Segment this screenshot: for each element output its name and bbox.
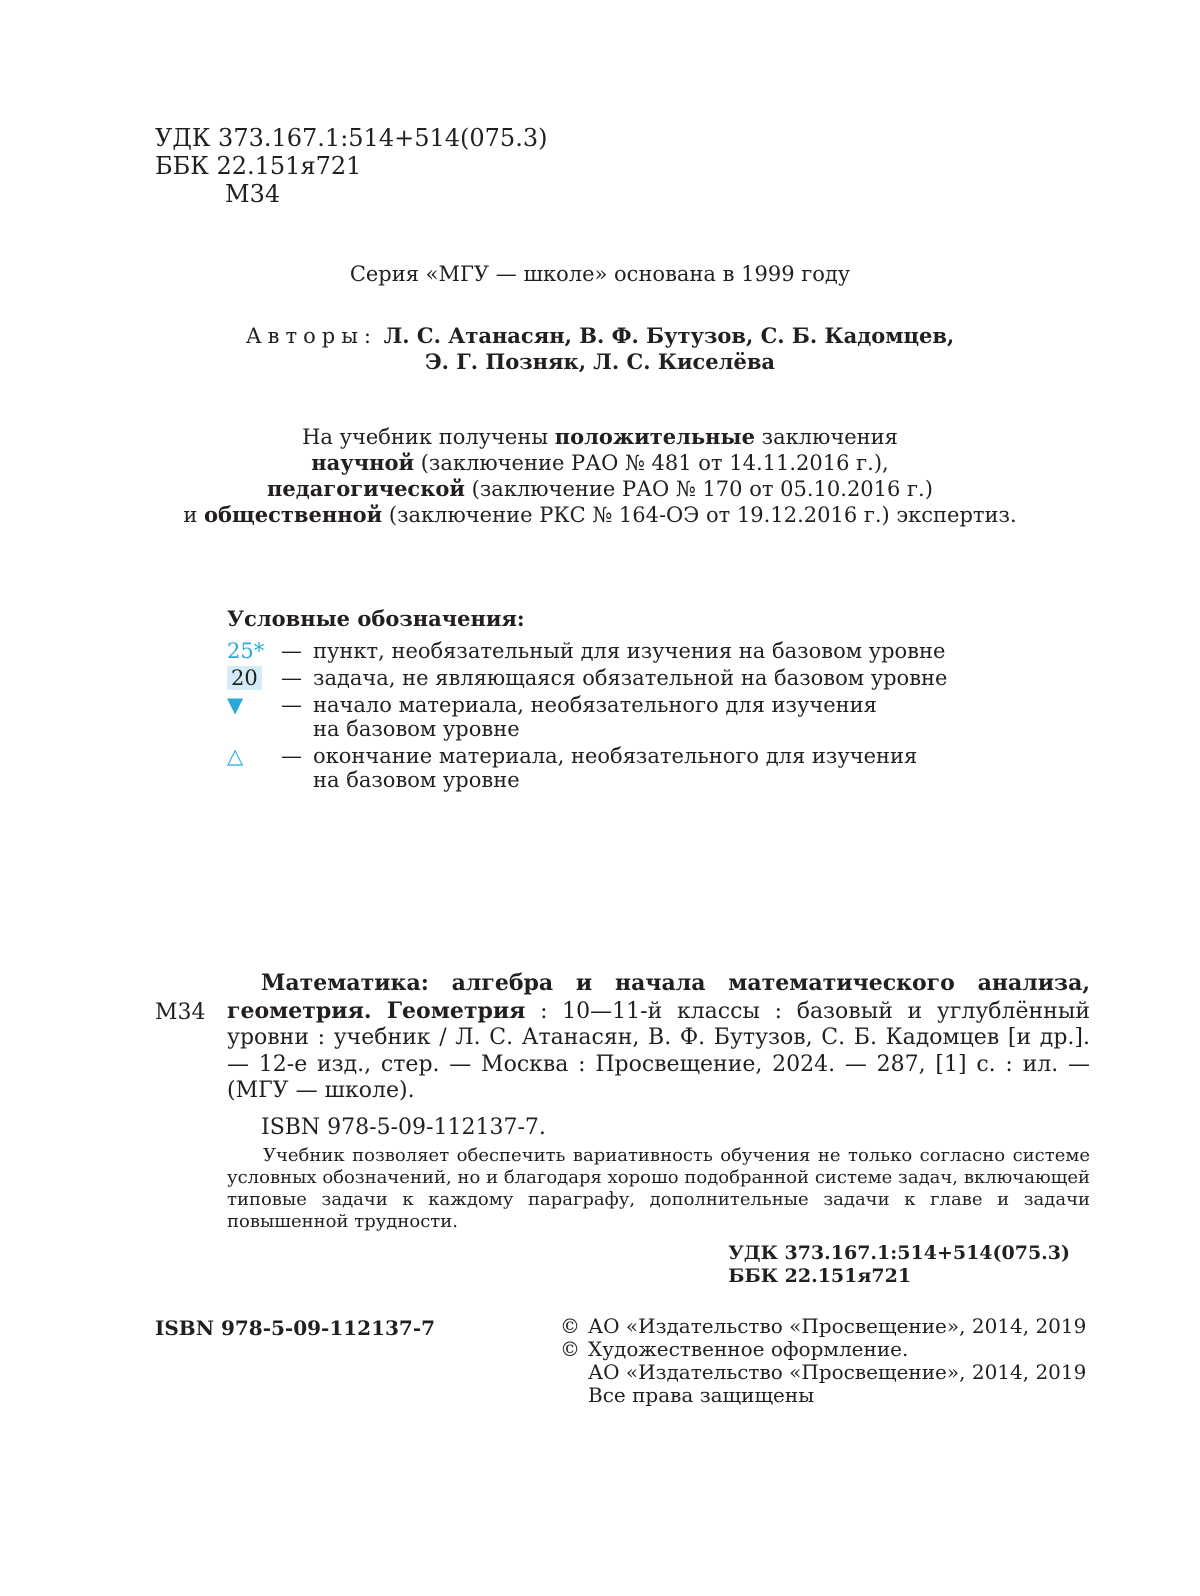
expertise-block bbox=[0, 424, 1200, 528]
expertise-bold: педагогической bbox=[267, 476, 465, 501]
expertise-text: На учебник получены bbox=[302, 425, 549, 449]
legend-item bbox=[227, 666, 947, 690]
expertise-text: заключения bbox=[761, 425, 898, 449]
rights-line: Все права защищены bbox=[588, 1383, 815, 1407]
expertise-bold: положительные bbox=[554, 424, 755, 449]
catalog-isbn: ISBN 978-5-09-112137-7. bbox=[261, 1114, 546, 1140]
copyright-line: АО «Издательство «Просвещение», 2014, 2019 bbox=[588, 1360, 1087, 1384]
authors-line2: Э. Г. Позняк, Л. С. Киселёва bbox=[424, 349, 776, 374]
bbk-line: ББК 22.151я721 bbox=[728, 1265, 912, 1287]
expertise-text: (заключение РАО № 481 от 14.11.2016 г.), bbox=[420, 451, 889, 475]
expertise-text: (заключение РКС № 164-ОЭ от 19.12.2016 г.) экспертиз. bbox=[388, 503, 1017, 527]
legend bbox=[227, 606, 947, 795]
legend-text: на базовом уровне bbox=[313, 768, 520, 792]
optional-paragraph-marker: 25* bbox=[227, 639, 265, 663]
udk-header bbox=[155, 124, 547, 208]
expertise-text: и bbox=[183, 503, 198, 527]
expertise-text: (заключение РАО № 170 от 05.10.2016 г.) bbox=[471, 477, 933, 501]
annotation: Учебник позволяет обеспечить вариативность обучения не только согласно системе условных обозначений, но и благодаря хорошо подобранной системе задач, включающей типовые задачи к каждому параграфу, дополнительные задачи к главе и задачи повышенной трудности. bbox=[227, 1145, 1090, 1232]
udk-line: УДК 373.167.1:514+514(075.3) bbox=[728, 1242, 1070, 1264]
authors-line1: Л. С. Атанасян, В. Ф. Бутузов, С. Б. Кадомцев, bbox=[383, 323, 955, 348]
legend-text: задача, не являющаяся обязательной на базовом уровне bbox=[313, 666, 948, 690]
copyright-line: АО «Издательство «Просвещение», 2014, 2019 bbox=[588, 1314, 1087, 1338]
legend-dash: — bbox=[281, 693, 302, 717]
expertise-bold: общественной bbox=[204, 502, 383, 527]
legend-dash: — bbox=[281, 744, 302, 768]
book-title: Математика: алгебра и начала математического анализа, геометрия. Геометрия bbox=[227, 970, 1090, 1024]
legend-text: на базовом уровне bbox=[313, 717, 520, 741]
copyright-icon: © bbox=[560, 1337, 580, 1361]
copyright-icon: © bbox=[560, 1314, 580, 1338]
udk-footer bbox=[728, 1242, 1070, 1288]
catalog-card bbox=[155, 970, 1090, 1233]
copyright-block bbox=[560, 1315, 1086, 1407]
bbk-line: ББК 22.151я721 bbox=[155, 152, 362, 180]
legend-dash: — bbox=[281, 639, 302, 663]
triangle-down-icon: ▼ bbox=[227, 693, 244, 717]
copyright-line: Художественное оформление. bbox=[588, 1337, 909, 1361]
catalog-code: М34 bbox=[155, 1000, 206, 1025]
legend-item bbox=[227, 744, 947, 792]
author-code: М34 bbox=[225, 180, 281, 208]
series-note: Серия «МГУ — школе» основана в 1999 году bbox=[349, 262, 851, 286]
authors-block bbox=[0, 323, 1200, 375]
legend-text: пункт, необязательный для изучения на базовом уровне bbox=[313, 639, 946, 663]
legend-item bbox=[227, 639, 947, 663]
triangle-up-outline-icon: △ bbox=[227, 744, 244, 768]
legend-text: окончание материала, необязательного для изучения bbox=[313, 744, 918, 768]
udk-line: УДК 373.167.1:514+514(075.3) bbox=[155, 124, 548, 152]
isbn: ISBN 978-5-09-112137-7 bbox=[155, 1316, 436, 1340]
legend-dash: — bbox=[281, 666, 302, 690]
optional-task-marker: 20 bbox=[227, 666, 262, 690]
legend-title: Условные обозначения: bbox=[227, 606, 525, 631]
book-details: : 10—11-й классы : базовый и углублённый уровни : учебник / Л. С. Атанасян, В. Ф. Бутузов, С. Б. Кадомцев [и др.]. — 12-е изд., стер. — Москва : Просвещение, 2024. — 287, [1] с. : ил. — (МГУ — школе). bbox=[227, 998, 1091, 1103]
authors-label: Авторы: bbox=[245, 324, 377, 348]
catalog-description bbox=[227, 970, 1090, 1105]
legend-text: начало материала, необязательного для изучения bbox=[313, 693, 877, 717]
legend-item bbox=[227, 693, 947, 741]
expertise-bold: научной bbox=[311, 450, 415, 475]
